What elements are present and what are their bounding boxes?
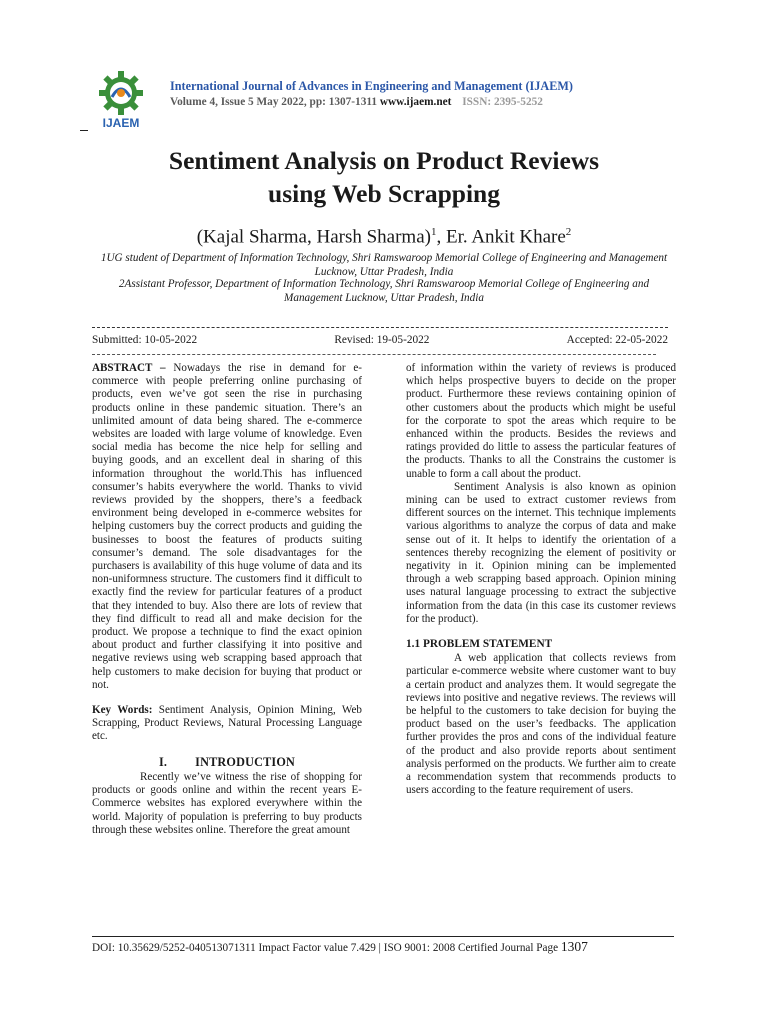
authors-group-2: , Er. Ankit Khare: [436, 226, 566, 248]
problem-statement-paragraph: A web application that collects reviews from particular e-commerce website where customer want to buy a certain product and analyzes them. It would segregate the reviews into positive and negative reviews. The reviews will be helpful to the customers to take decision for buying the product based on the user’s feedbacks. The application further provides the pros and cons of the individual feature of the product and also provide reports about sentiment analysis performed on the products. We further aim to create a recommendation system that recommends products to users according to the feature requirement of users.: [406, 652, 676, 797]
svg-text:IJAEM: IJAEM: [102, 116, 140, 130]
journal-issue-info: [170, 96, 543, 108]
footer: [92, 939, 674, 955]
title-line-2: using Web Scrapping: [268, 179, 500, 208]
right-column: [406, 362, 676, 798]
keywords-label: Key Words:: [92, 704, 153, 717]
journal-website-link[interactable]: www.ijaem.net: [379, 96, 452, 108]
body-paragraph: of information within the variety of reviews is produced which helps prospective buyers to decide on the proper product. Furthermore these reviews containing opinion of other customers about the products which might be useful for the corporate to spot the areas which require to be enhanced within the products. Besides the reviews and ratings provided do little to assess the particular features of the products. Thanks to all the Constrains the customer is unable to form a call about the product.: [406, 362, 676, 480]
accepted-date: Accepted: 22-05-2022: [566, 334, 668, 346]
volume-info: Volume 4, Issue 5 May 2022, pp: 1307-1311: [170, 96, 378, 108]
divider: [92, 354, 656, 355]
gear-logo-icon: [90, 68, 152, 130]
keywords-text: Sentiment Analysis, Opinion Mining, Web Scrapping, Product Reviews, Natural Processing Language etc.: [92, 704, 362, 743]
title-line-1: Sentiment Analysis on Product Reviews: [168, 146, 600, 175]
page-number: 1307: [560, 939, 588, 954]
footer-citation: DOI: 10.35629/5252-040513071311 Impact Factor value 7.429 | ISO 9001: 2008 Certified Journal Page: [92, 942, 561, 954]
subsection-heading-problem-statement: 1.1 PROBLEM STATEMENT: [406, 638, 553, 651]
affiliation-2: 2Assistant Professor, Department of Information Technology, Shri Ramswaroop Memorial College of Engineering and Management Lucknow, Uttar Pradesh, India: [118, 278, 650, 304]
abstract: [92, 362, 362, 692]
journal-name: International Journal of Advances in Engineering and Management (IJAEM): [170, 79, 573, 93]
left-column: [92, 362, 362, 837]
footer-rule: [92, 936, 674, 937]
affil-mark-2: 2: [565, 226, 572, 238]
abstract-text: Nowadays the rise in demand for e-commerce with people preferring online purchasing of products, even we’ve got seen the rise in purchasing products online in these pandemic situation. There’s an unlimited amount of data being shared. The e-commerce websites are loaded with large volume of knowledge. Even social media has become the nice help for selling and buying goods, and an excellent deal in sharing of this information throughout the world.This has influenced consumer’s habits everywhere the world. Thanks to vivid reviews provided by the shoppers, there’s a feedback environment being developed in e-commerce websites for helping customers buy the correct products and guiding the businesses to boost the features of products suiting consumer’s demand. The sole disadvantages for the purchasers is availability of this huge volume of data and its non-uniformness structure. The customers find it difficult to exactly find the review for particular features of a product that they intended to buy. Also there are lots of review that they find difficult to read all and make decision for the product. We propose a technique to find the exact opinion about product and further classifying it into positive and negative reviews using web scrapping based approach that help customers to make decision for buying that product or not.: [92, 362, 362, 691]
section-number: I.: [158, 754, 168, 769]
submission-dates: [92, 334, 668, 346]
ijaem-logo: [90, 68, 152, 130]
affil-mark-1: 1: [430, 226, 437, 238]
keywords: [92, 704, 362, 744]
authors-group-1: (Kajal Sharma, Harsh Sharma): [196, 226, 431, 248]
revised-date: Revised: 19-05-2022: [334, 334, 430, 346]
authors: [60, 226, 708, 248]
body-paragraph: Sentiment Analysis is also known as opinion mining can be used to extract customer reviews from different sources on the internet. This technique implements various algorithms to analyze the corpus of data and make sense out of it. It helps to identify the orientation of a sentences thereby recognizing the element of positivity or negativity in it. Opinion mining can be implemented through a web scrapping based approach. Opinion mining uses natural language processing to extract the subjective information from the data (in this case its customer reviews for the product).: [406, 480, 676, 625]
paper-title: [60, 144, 708, 210]
divider: [92, 327, 668, 328]
issn: ISSN: 2395-5252: [462, 96, 543, 108]
header-rule: [80, 130, 88, 131]
abstract-label: ABSTRACT –: [92, 362, 166, 374]
submitted-date: Submitted: 10-05-2022: [92, 334, 198, 346]
section-title: INTRODUCTION: [195, 754, 296, 769]
affiliation-1: 1UG student of Department of Information Technology, Shri Ramswaroop Memorial College of Engineering and Management Lucknow, Uttar Pradesh, India: [100, 252, 668, 278]
section-heading-introduction: [92, 756, 362, 769]
intro-paragraph: Recently we’ve witness the rise of shopping for products or goods online and within the recent years E-Commerce websites has explored everywhere within the world. Majority of population is preferring to buy products through these websites online. Therefore the great amount: [92, 770, 362, 836]
